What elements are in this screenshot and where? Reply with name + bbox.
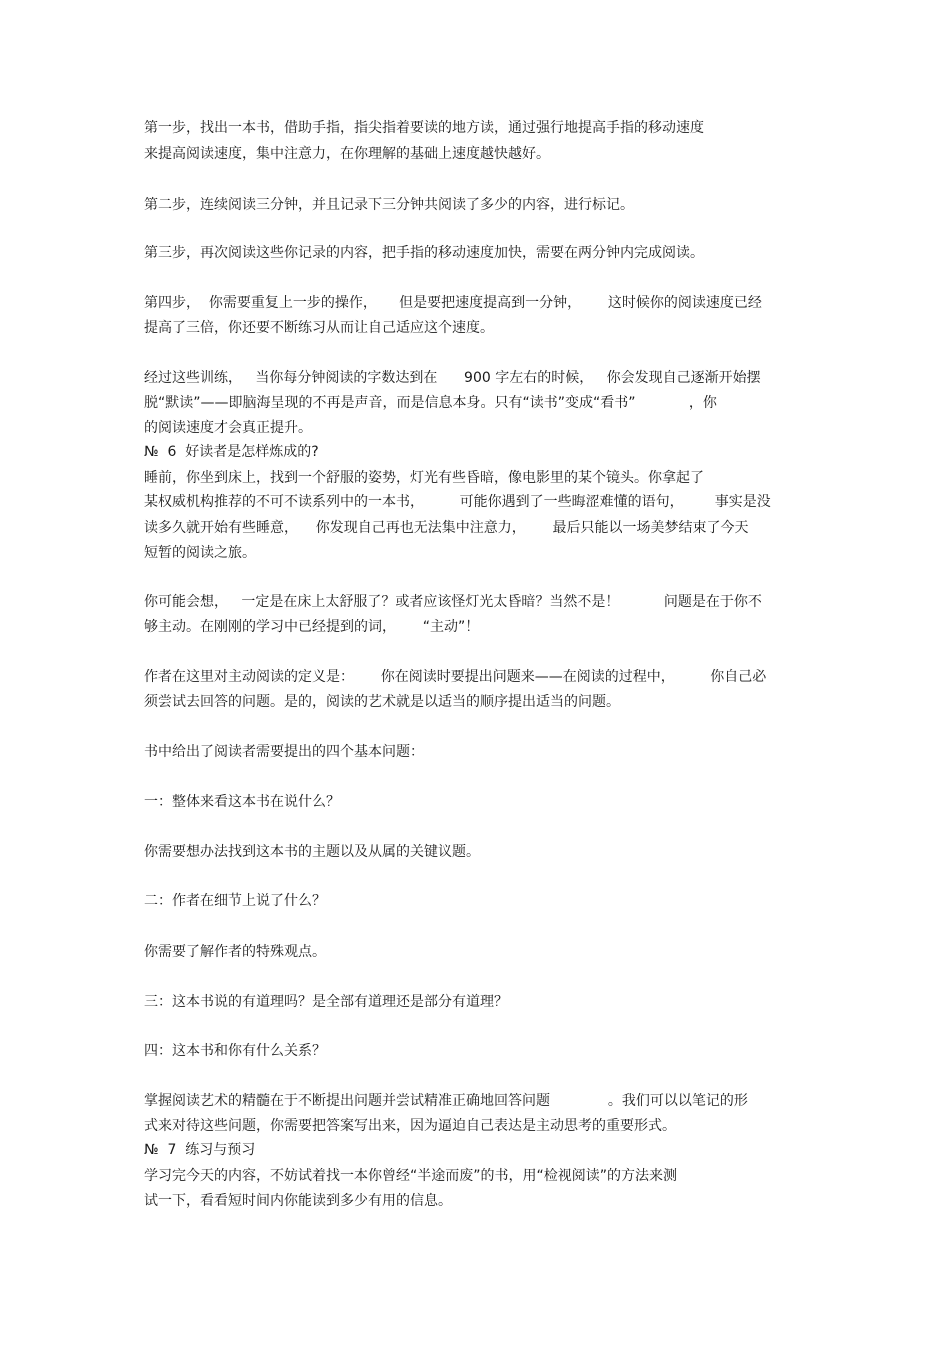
paragraph-line: 掌握阅读艺术的精髓在于不断提出问题并尝试精准正确地回答问题 。我们可以以笔记的形 [144,1093,748,1109]
paragraph-line: 第四步， 你需要重复上一步的操作， 但是要把速度提高到一分钟， 这时候你的阅读速度已经 [144,295,762,311]
paragraph-line: 短暂的阅读之旅。 [144,545,256,561]
question-line: 四：这本书和你有什么关系？ [144,1043,326,1059]
paragraph-line: 某权威机构推荐的不可不读系列中的一本书， 可能你遇到了一些晦涩难懂的语句， 事实是没 [144,494,771,510]
paragraph-line: 书中给出了阅读者需要提出的四个基本问题： [144,744,424,760]
paragraph-line: 作者在这里对主动阅读的定义是： 你在阅读时要提出问题来——在阅读的过程中， 你自己必 [144,669,767,685]
paragraph-line: 睡前，你坐到床上，找到一个舒服的姿势，灯光有些昏暗，像电影里的某个镜头。你拿起了 [144,470,704,486]
paragraph-line: 提高了三倍，你还要不断练习从而让自己适应这个速度。 [144,320,494,336]
paragraph-line: 来提高阅读速度，集中注意力，在你理解的基础上速度越快越好。 [144,146,550,162]
paragraph-line: 你可能会想， 一定是在床上太舒服了？或者应该怪灯光太昏暗？当然不是！ 问题是在于你不 [144,594,762,610]
question-line: 一：整体来看这本书在说什么？ [144,794,340,810]
paragraph-line: 你需要想办法找到这本书的主题以及从属的关键议题。 [144,844,480,860]
paragraph-line: 第三步，再次阅读这些你记录的内容，把手指的移动速度加快，需要在两分钟内完成阅读。 [144,245,704,261]
paragraph-line: 第二步，连续阅读三分钟，并且记录下三分钟共阅读了多少的内容，进行标记。 [144,197,634,213]
paragraph-line: 式来对待这些问题，你需要把答案写出来，因为逼迫自己表达是主动思考的重要形式。 [144,1118,676,1134]
question-line: 二：作者在细节上说了什么？ [144,893,326,909]
paragraph-line: 你需要了解作者的特殊观点。 [144,944,326,960]
paragraph-line: 够主动。在刚刚的学习中已经提到的词， “主动”！ [144,619,480,635]
paragraph-line: 第一步，找出一本书，借助手指，指尖指着要读的地方读，通过强行地提高手指的移动速度 [144,120,704,136]
question-line: 三：这本书说的有道理吗？是全部有道理还是部分有道理？ [144,994,508,1010]
section-heading: № 7 练习与预习 [144,1142,256,1158]
paragraph-line: 学习完今天的内容，不妨试着找一本你曾经“半途而废”的书，用“检视阅读”的方法来测 [144,1168,678,1184]
paragraph-line: 试一下，看看短时间内你能读到多少有用的信息。 [144,1193,452,1209]
section-heading: № 6 好读者是怎样炼成的? [144,444,319,460]
paragraph-line: 读多久就开始有些睡意， 你发现自己再也无法集中注意力， 最后只能以一场美梦结束了今天 [144,520,749,536]
paragraph-line: 经过这些训练， 当你每分钟阅读的字数达到在 900 字左右的时候， 你会发现自己逐渐开始摆 [144,370,761,386]
paragraph-line: 的阅读速度才会真正提升。 [144,420,312,436]
paragraph-line: 脱“默读”——即脑海呈现的不再是声音，而是信息本身。只有“读书”变成“看书” ，你 [144,395,717,411]
paragraph-line: 须尝试去回答的问题。是的，阅读的艺术就是以适当的顺序提出适当的问题。 [144,694,620,710]
